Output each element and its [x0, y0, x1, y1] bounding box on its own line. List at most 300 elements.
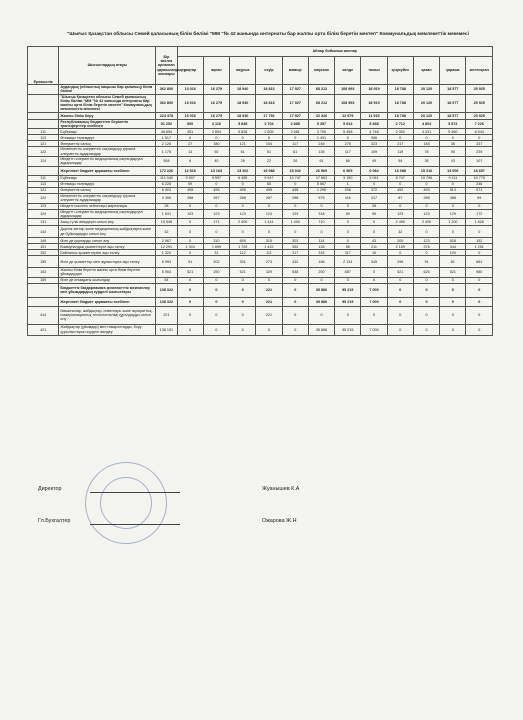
- row-year-total: 5 993: [156, 256, 177, 268]
- row-month-value: 0: [466, 135, 493, 141]
- row-month-value: 16: [361, 250, 387, 256]
- row-month-value: 2 712: [387, 119, 413, 129]
- row-month-value: 0: [177, 250, 203, 256]
- row-month-value: 0: [282, 226, 308, 238]
- row-month-value: 123: [256, 209, 282, 219]
- table-row: [28, 85, 493, 95]
- row-month-value: 61: [230, 147, 256, 157]
- row-month-value: 15 316: [413, 166, 439, 175]
- row-month-value: 0: [466, 306, 493, 324]
- row-name: Өтемақы төлемдері: [59, 135, 156, 141]
- row-month-value: 25 925: [466, 94, 493, 112]
- row-month-value: 5 458: [335, 129, 361, 135]
- row-month-value: 43: [440, 156, 466, 166]
- row-name: Аудандық (облыстық маңызы бар қаланың) білім бөлімі: [59, 85, 156, 95]
- row-name: Өтемақы төлемдері: [59, 181, 156, 187]
- row-month-value: 288: [413, 193, 439, 203]
- row-month-value: 0: [466, 250, 493, 256]
- row-name: Мемлекеттік әлеуметтік сақтандыру қорына әлеуметтік аударымдар: [59, 147, 156, 157]
- row-month-value: 0: [308, 203, 334, 209]
- table-row: [28, 297, 493, 306]
- row-year-total: 15 948: [156, 219, 177, 226]
- row-month-value: 92: [203, 147, 229, 157]
- row-month-value: 0: [466, 203, 493, 209]
- row-month-value: 5 041: [361, 175, 387, 181]
- row-month-value: 78: [413, 147, 439, 157]
- row-year-total: 558: [156, 156, 177, 166]
- row-month-value: 129: [440, 209, 466, 219]
- header-months-group: Айлар бойынша жоспар: [177, 47, 492, 57]
- row-name: Машиналар, жабдықтар, инвентарь және ақпараттық-коммуникациялық технологиялық құралдарды сатып алу: [59, 306, 156, 324]
- table-row: [28, 147, 493, 157]
- row-month-value: 13 006: [440, 166, 466, 175]
- row-month-value: 0: [230, 306, 256, 324]
- row-month-value: 2 704: [256, 119, 282, 129]
- row-month-value: 0: [203, 306, 229, 324]
- row-year-total: 3 306: [156, 193, 177, 203]
- document-title: "Шығыс Қазақстан облысы Семей қаласының білім бөлімі "ММ "№ 42 жанында интернаты бар жалпы орта білім беретін мектеп" Коммунальдық мемлекеттік мекемесі: [67, 32, 469, 37]
- row-month-value: 0: [230, 297, 256, 306]
- row-name: Азық-түлік өнімдерін сатып алу: [59, 219, 156, 226]
- row-month-value: 43: [361, 238, 387, 244]
- row-month-value: 68 212: [308, 85, 334, 95]
- row-name: Әлеуметтік салық: [59, 187, 156, 193]
- row-year-total: 6 403: [156, 187, 177, 193]
- row-month-value: 0: [282, 283, 308, 297]
- row-month-value: 0: [466, 226, 493, 238]
- row-month-value: 376: [413, 244, 439, 250]
- row-code: 421: [28, 324, 59, 335]
- row-month-value: 0: [387, 181, 413, 187]
- row-month-value: 1 826: [466, 219, 493, 226]
- row-month-value: 6 965: [335, 166, 361, 175]
- row-month-value: 0: [230, 203, 256, 209]
- row-month-value: 3 116: [203, 119, 229, 129]
- row-month-value: 0: [203, 324, 229, 335]
- header-year-plan: Бір жылға арналған қаржыландыру жоспары: [156, 47, 177, 85]
- table-row: [28, 226, 493, 238]
- row-month-value: 239: [466, 147, 493, 157]
- row-month-value: 16 279: [203, 94, 229, 112]
- row-month-value: 6 485: [230, 175, 256, 181]
- row-month-value: 59: [466, 193, 493, 203]
- row-code: 159: [28, 256, 59, 268]
- header-month: мамыр: [282, 57, 308, 85]
- row-month-value: 16 279: [203, 112, 229, 119]
- row-year-total: 32: [156, 226, 177, 238]
- row-name: Бюджеттік бағдарламаға мемлекеттік мекемелер мен ұйымдардың күрделі шығыстары: [59, 283, 156, 297]
- row-month-value: 16 088: [387, 166, 413, 175]
- row-month-value: 5 914: [335, 119, 361, 129]
- row-month-value: 0: [256, 277, 282, 283]
- row-month-value: 306: [361, 135, 387, 141]
- row-month-value: 172: [466, 209, 493, 219]
- row-month-value: 0: [256, 324, 282, 335]
- row-month-value: 316: [308, 250, 334, 256]
- row-month-value: 0: [282, 306, 308, 324]
- row-month-value: 95 215: [335, 324, 361, 335]
- row-month-value: 0: [282, 277, 308, 283]
- row-month-value: 116: [335, 193, 361, 203]
- row-month-value: 184: [413, 141, 439, 147]
- row-month-value: 4 341: [413, 129, 439, 135]
- row-month-value: 104: [256, 141, 282, 147]
- row-month-value: 4 748: [361, 129, 387, 135]
- row-code: 111: [28, 129, 59, 135]
- table-row: [28, 193, 493, 203]
- row-month-value: 2 134: [335, 256, 361, 268]
- director-label: Директор: [38, 486, 62, 492]
- row-month-value: 12 516: [177, 166, 203, 175]
- row-month-value: 217: [361, 193, 387, 203]
- header-month: сәуір: [256, 57, 282, 85]
- table-row: [28, 306, 493, 324]
- row-month-value: 221: [256, 283, 282, 297]
- row-code: 122: [28, 193, 59, 203]
- row-month-value: 7 226: [466, 119, 493, 129]
- row-month-value: 18 940: [230, 85, 256, 95]
- row-month-value: 329: [256, 268, 282, 278]
- row-month-value: 0: [282, 297, 308, 306]
- row-month-value: 0: [308, 306, 334, 324]
- row-month-value: 571: [466, 187, 493, 193]
- row-month-value: 117: [335, 147, 361, 157]
- director-signature-line: [90, 492, 180, 493]
- row-month-value: 0: [387, 277, 413, 283]
- row-month-value: 0: [203, 135, 229, 141]
- row-month-value: 7 000: [361, 324, 387, 335]
- row-month-value: 123: [387, 209, 413, 219]
- row-month-value: 17 927: [282, 85, 308, 95]
- row-month-value: 8 747: [387, 175, 413, 181]
- row-year-total: 362 800: [156, 94, 177, 112]
- row-month-value: 528: [440, 238, 466, 244]
- row-name: Еңбекақы: [59, 129, 156, 135]
- row-month-value: 315: [256, 238, 282, 244]
- row-month-value: 1 400: [282, 219, 308, 226]
- row-month-value: 2 885: [282, 119, 308, 129]
- row-month-value: 0: [282, 181, 308, 187]
- row-name: Еңбекақы: [59, 175, 156, 181]
- row-month-value: 0: [466, 283, 493, 297]
- row-month-value: 10 747: [282, 175, 308, 181]
- row-month-value: 16 279: [203, 85, 229, 95]
- table-row: [28, 119, 493, 129]
- row-month-value: 288: [282, 193, 308, 203]
- row-year-total: 2 126: [156, 141, 177, 147]
- row-month-value: 3 705: [308, 129, 334, 135]
- row-month-value: 11 919: [361, 112, 387, 119]
- row-month-value: 25 925: [466, 112, 493, 119]
- row-month-value: 0: [177, 297, 203, 306]
- row-month-value: 0: [387, 297, 413, 306]
- row-year-total: 362 800: [156, 85, 177, 95]
- row-month-value: 0: [361, 181, 387, 187]
- row-name: Жергілікті бюджет қаражаты есебінен: [59, 166, 156, 175]
- row-month-value: 0: [361, 306, 387, 324]
- row-name: Жалпы білім беру: [59, 112, 156, 119]
- row-month-value: 352: [282, 244, 308, 250]
- row-month-value: 0: [387, 203, 413, 209]
- row-month-value: 65: [256, 181, 282, 187]
- row-month-value: 273: [256, 256, 282, 268]
- row-name: Әлеуметтік салық: [59, 141, 156, 147]
- row-month-value: 0: [361, 268, 387, 278]
- row-year-total: 224 478: [156, 112, 177, 119]
- budget-table: [27, 46, 493, 336]
- row-month-value: 492: [387, 187, 413, 193]
- row-month-value: 250: [203, 268, 229, 278]
- row-month-value: 50: [335, 209, 361, 219]
- row-month-value: 49: [361, 156, 387, 166]
- row-month-value: 1 422: [256, 244, 282, 250]
- row-year-total: 138 322: [156, 297, 177, 306]
- row-name: Байланыс қызметтеріне ақы төлеу: [59, 250, 156, 256]
- row-month-value: 95 215: [335, 283, 361, 297]
- row-month-value: 0: [387, 250, 413, 256]
- row-code: [28, 166, 59, 175]
- row-month-value: 2 352: [387, 129, 413, 135]
- row-name: Өзге де қызметтер мен жұмыстарға ақы төлеу: [59, 256, 156, 268]
- row-month-value: 0: [440, 277, 466, 283]
- row-month-value: 0: [282, 324, 308, 335]
- row-month-value: 681: [466, 256, 493, 268]
- row-month-value: 0: [177, 306, 203, 324]
- header-month: қазан: [413, 57, 439, 85]
- row-month-value: 107: [466, 156, 493, 166]
- row-name: Міндетті әлеуметтік медициналық сақтандыруға аударымдар: [59, 156, 156, 166]
- row-month-value: 95: [361, 209, 387, 219]
- header-code: Ерекшелік: [28, 47, 59, 85]
- row-month-value: 0: [230, 135, 256, 141]
- row-month-value: 495: [230, 187, 256, 193]
- row-month-value: 575: [308, 193, 334, 203]
- row-month-value: 1: [335, 181, 361, 187]
- row-month-value: 2 605: [256, 129, 282, 135]
- row-month-value: 123: [230, 209, 256, 219]
- row-month-value: 36: [440, 141, 466, 147]
- row-name: Жалпы білім беретін жалпы орта білім беретін ұйымдардан: [59, 268, 156, 278]
- row-year-total: 6 228: [156, 181, 177, 187]
- row-month-value: 495: [256, 187, 282, 193]
- row-month-value: 135: [308, 147, 334, 157]
- table-row: [28, 268, 493, 278]
- row-month-value: 1 699: [203, 244, 229, 250]
- row-month-value: 0: [335, 203, 361, 209]
- row-month-value: 0: [203, 226, 229, 238]
- row-month-value: 0: [361, 226, 387, 238]
- row-month-value: 288: [177, 193, 203, 203]
- row-month-value: 495: [203, 187, 229, 193]
- row-month-value: 111: [256, 250, 282, 256]
- row-code: 163: [28, 268, 59, 278]
- row-month-value: 1 441: [256, 219, 282, 226]
- row-month-value: 87: [387, 193, 413, 203]
- table-row: [28, 283, 493, 297]
- row-name: Дәрілік заттар және медициналық жабдықтарға және де бұйымдарды сатып алу: [59, 226, 156, 238]
- row-year-total: 1 631: [156, 209, 177, 219]
- row-month-value: 112: [230, 250, 256, 256]
- row-month-value: 59: [177, 181, 203, 187]
- row-code: 414: [28, 306, 59, 324]
- row-month-value: 32 326: [308, 112, 334, 119]
- row-month-value: 317: [335, 250, 361, 256]
- row-month-value: 95: [440, 147, 466, 157]
- director-name: Жуанышев К.А: [262, 486, 300, 492]
- row-month-value: 26: [282, 156, 308, 166]
- row-month-value: 344: [440, 244, 466, 250]
- table-row: [28, 324, 493, 335]
- row-month-value: 123: [413, 238, 439, 244]
- row-month-value: 5 357: [308, 119, 334, 129]
- row-month-value: 345: [361, 256, 387, 268]
- row-month-value: 217: [387, 141, 413, 147]
- row-month-value: 221: [256, 297, 282, 306]
- table-row: [28, 112, 493, 119]
- row-month-value: 0: [413, 283, 439, 297]
- row-month-value: 0: [256, 203, 282, 209]
- row-month-value: 2 159: [387, 244, 413, 250]
- official-seal-stamp: [85, 462, 167, 544]
- row-month-value: 5 572: [440, 119, 466, 129]
- row-month-value: 17 663: [308, 175, 334, 181]
- table-row: [28, 156, 493, 166]
- row-year-total: 138 101: [156, 324, 177, 335]
- row-month-value: 109: [361, 147, 387, 157]
- row-month-value: 13 016: [177, 94, 203, 112]
- row-code: 113: [28, 181, 59, 187]
- row-month-value: 0: [440, 181, 466, 187]
- row-month-value: 7 000: [361, 283, 387, 297]
- row-month-value: 488: [440, 193, 466, 203]
- row-year-total: 28: [156, 203, 177, 209]
- row-month-value: 0: [230, 324, 256, 335]
- row-month-value: 0: [282, 203, 308, 209]
- row-month-value: 123: [413, 209, 439, 219]
- row-month-value: 126: [308, 244, 334, 250]
- row-code: 111: [28, 175, 59, 181]
- row-month-value: 521: [440, 268, 466, 278]
- row-month-value: 0: [230, 283, 256, 297]
- row-code: 121: [28, 141, 59, 147]
- row-month-value: 0: [308, 277, 334, 283]
- row-month-value: 22: [256, 156, 282, 166]
- row-month-value: 0: [440, 297, 466, 306]
- row-code: 149: [28, 238, 59, 244]
- row-month-value: 9 947: [256, 175, 282, 181]
- row-month-value: 4 804: [413, 119, 439, 129]
- row-month-value: 275: [335, 141, 361, 147]
- row-month-value: 5 460: [440, 129, 466, 135]
- row-code: 123: [28, 203, 59, 209]
- row-code: 131: [28, 219, 59, 226]
- row-month-value: 513: [440, 187, 466, 193]
- row-name: Өзге де қорларды сатып алу: [59, 238, 156, 244]
- row-month-value: 26: [230, 156, 256, 166]
- row-year-total: 1 320: [156, 250, 177, 256]
- row-month-value: 493: [413, 187, 439, 193]
- row-month-value: 166: [308, 256, 334, 268]
- row-month-value: 35 886: [308, 297, 334, 306]
- row-month-value: 0: [413, 181, 439, 187]
- row-month-value: 6: [177, 156, 203, 166]
- row-month-value: 9 597: [203, 175, 229, 181]
- row-name: "Шығыс Қазақстан облысы Семей қаласының білім бөлімі "ММ "№ 42 жанында интернаты бар жалпы орта білім беретін мектеп" Коммунальдық мемлекеттік мекемесі: [59, 94, 156, 112]
- row-month-value: 1 296: [308, 187, 334, 193]
- row-month-value: 0: [440, 306, 466, 324]
- row-month-value: 2 804: [203, 129, 229, 135]
- row-month-value: 7 000: [361, 297, 387, 306]
- row-code: 124: [28, 209, 59, 219]
- row-month-value: 1 251: [466, 244, 493, 250]
- row-month-value: 15 088: [256, 166, 282, 175]
- row-month-value: 61: [308, 156, 334, 166]
- row-month-value: 2 681: [282, 129, 308, 135]
- row-month-value: 0: [440, 135, 466, 141]
- row-month-value: 495: [282, 187, 308, 193]
- row-month-value: 35 886: [308, 324, 334, 335]
- row-month-value: 18 919: [361, 94, 387, 112]
- row-month-value: 68 212: [308, 94, 334, 112]
- row-month-value: 17 927: [282, 94, 308, 112]
- row-code: 124: [28, 156, 59, 166]
- table-row: [28, 209, 493, 219]
- row-month-value: 119: [387, 147, 413, 157]
- row-name: Жабдықтар (ұйымдар) мен ғимараттарды, бору құрылыстарын күрделі жөндеу: [59, 324, 156, 335]
- accountant-label: Гл.Бухгалтер: [38, 518, 71, 524]
- row-month-value: 18 788: [387, 112, 413, 119]
- row-month-value: 246: [466, 181, 493, 187]
- row-month-value: 3 150: [335, 175, 361, 181]
- row-year-total: 46 694: [156, 129, 177, 135]
- row-month-value: 296: [387, 256, 413, 268]
- row-month-value: 56: [335, 244, 361, 250]
- row-month-value: 91: [177, 256, 203, 268]
- header-month: шілде: [335, 57, 361, 85]
- row-code: [28, 119, 59, 129]
- row-month-value: 32: [387, 226, 413, 238]
- row-month-value: 20 120: [413, 85, 439, 95]
- row-month-value: 0: [335, 277, 361, 283]
- row-month-value: 221: [256, 306, 282, 324]
- row-name: Республикалық бюджеттен берілетін трансферттер есебінен: [59, 119, 156, 129]
- row-month-value: 1 720: [230, 244, 256, 250]
- row-month-value: 17 927: [282, 112, 308, 119]
- row-year-total: 54: [156, 277, 177, 283]
- row-month-value: 0: [203, 277, 229, 283]
- row-month-value: 0: [230, 226, 256, 238]
- row-month-value: 20 120: [413, 112, 439, 119]
- row-month-value: 0: [203, 203, 229, 209]
- row-month-value: 18 697: [466, 166, 493, 175]
- row-month-value: 2 400: [413, 219, 439, 226]
- row-month-value: 0: [256, 226, 282, 238]
- row-month-value: 318: [308, 209, 334, 219]
- row-month-value: 17 792: [256, 112, 282, 119]
- row-month-value: 5 857: [308, 181, 334, 187]
- row-month-value: 18 813: [256, 94, 282, 112]
- header-month: ақпан: [203, 57, 229, 85]
- row-month-value: 0: [440, 324, 466, 335]
- row-month-value: 0: [387, 306, 413, 324]
- row-month-value: 0: [413, 203, 439, 209]
- row-month-value: 211: [361, 244, 387, 250]
- row-name: Мемлекеттік әлеуметтік сақтандыру қорына әлеуметтік аударымдар: [59, 193, 156, 203]
- row-code: 151: [28, 244, 59, 250]
- row-month-value: 54: [387, 156, 413, 166]
- row-year-total: 2 967: [156, 238, 177, 244]
- row-month-value: 0: [256, 135, 282, 141]
